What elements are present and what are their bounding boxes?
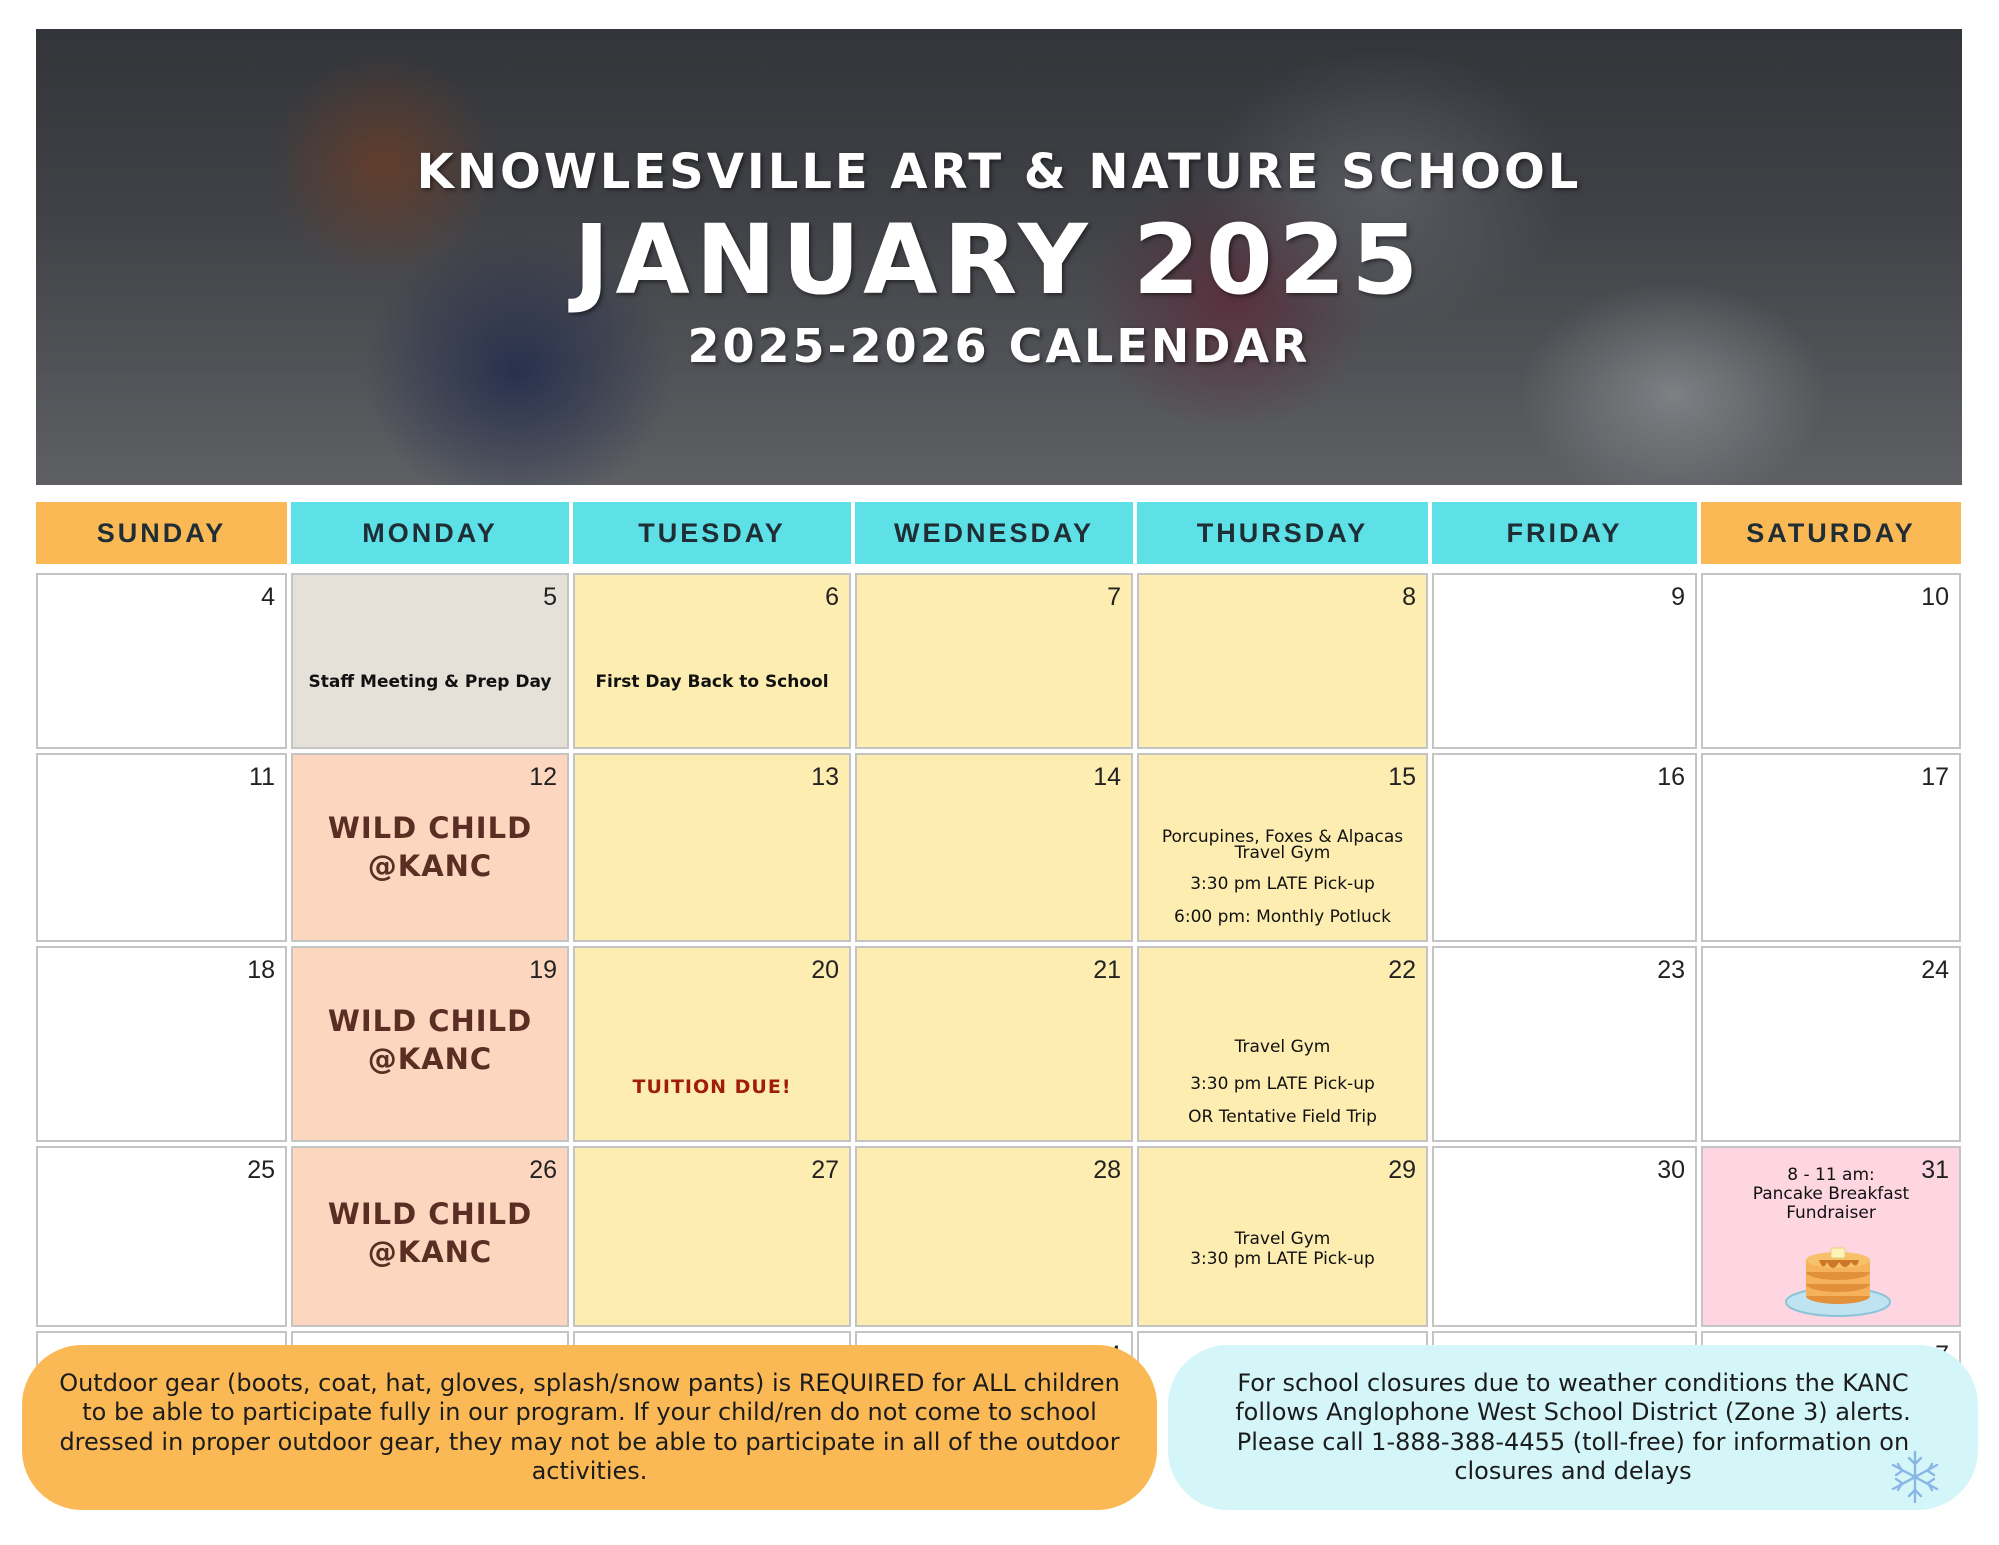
calendar-day-cell [291,753,569,942]
calendar-day-cell [1432,573,1697,749]
day-number: 8 [1402,583,1416,611]
calendar-day-cell [855,573,1133,749]
outdoor-gear-notice-text: Outdoor gear (boots, coat, hat, gloves, splash/snow pants) is REQUIRED for ALL children to be able to participate fully in our program. If your child/ren do not come to school dressed in proper outdoor gear, they may not be able to participate in all of the outdoor activities. [59,1368,1120,1485]
calendar-day-cell [1701,1146,1961,1327]
day-header-wednesday: WEDNESDAY [855,502,1133,564]
calendar-day-cell [573,573,851,749]
day-number: 5 [543,583,557,611]
calendar-day-cell [1432,753,1697,942]
day-number: 22 [1388,956,1416,984]
calendar-day-cell [291,946,569,1142]
calendar-day-cell [36,1146,287,1327]
event-note: 3:30 pm LATE Pick-up [1190,1249,1375,1269]
event-note: First Day Back to School [595,672,829,692]
school-closure-notice-text: For school closures due to weather conditions the KANC follows Anglophone West School District (Zone 3) alerts. Please call 1-888-388-4455 (toll-free) for information on closures and delays [1235,1368,1911,1485]
calendar-day-cell [1137,573,1428,749]
day-number: 18 [247,956,275,984]
day-number: 27 [811,1156,839,1184]
day-number: 10 [1921,583,1949,611]
event-note: Travel Gym [1234,1229,1331,1249]
event-note: TUITION DUE! [632,1076,792,1098]
day-number: 14 [1093,763,1121,791]
event-note: Travel Gym [1234,843,1331,863]
snowflake-icon [1888,1448,1942,1506]
day-number: 11 [249,763,275,791]
calendar-day-cell [1432,946,1697,1142]
day-number: 12 [529,763,557,791]
day-number: 31 [1921,1156,1949,1184]
calendar-day-cell [36,753,287,942]
event-note: Porcupines, Foxes & Alpacas [1161,827,1404,847]
day-header-sunday: SUNDAY [36,502,287,564]
wild-child-label: WILD CHILD [327,1004,533,1038]
calendar-day-cell [573,753,851,942]
event-note: 6:00 pm: Monthly Potluck [1174,907,1391,927]
event-note: Fundraiser [1786,1203,1876,1223]
header-banner [36,29,1962,485]
day-number: 7 [1107,583,1121,611]
event-note: OR Tentative Field Trip [1188,1107,1377,1127]
event-note: 3:30 pm LATE Pick-up [1190,874,1375,894]
event-note: Pancake Breakfast [1752,1184,1910,1204]
event-note: 8 - 11 am: [1787,1165,1875,1185]
day-number: 25 [247,1156,275,1184]
day-number: 29 [1388,1156,1416,1184]
calendar-day-cell [1137,753,1428,942]
wild-child-label: @KANC [367,1042,493,1076]
calendar-day-cell [291,1146,569,1327]
calendar-day-cell [1701,753,1961,942]
day-number: 4 [261,583,275,611]
calendar-year-title: 2025-2026 CALENDAR [687,319,1311,373]
wild-child-label: WILD CHILD [327,811,533,845]
calendar-day-cell [36,573,287,749]
wild-child-label: WILD CHILD [327,1197,533,1231]
day-number: 30 [1657,1156,1685,1184]
day-header-monday: MONDAY [291,502,569,564]
calendar-day-cell [1432,1146,1697,1327]
school-closure-notice [1168,1345,1978,1510]
month-title: JANUARY 2025 [573,204,1425,316]
day-number: 6 [825,583,839,611]
calendar-day-cell [573,946,851,1142]
calendar-day-cell [291,573,569,749]
day-header-friday: FRIDAY [1432,502,1697,564]
day-header-saturday: SATURDAY [1701,502,1961,564]
day-number: 9 [1671,583,1685,611]
calendar-day-cell [1137,946,1428,1142]
day-number: 13 [811,763,839,791]
day-number: 16 [1657,763,1685,791]
calendar-day-cell [1701,573,1961,749]
day-number: 28 [1093,1156,1121,1184]
event-note: Travel Gym [1234,1037,1331,1057]
day-number: 17 [1921,763,1949,791]
calendar-day-cell [36,946,287,1142]
day-number: 20 [811,956,839,984]
outdoor-gear-notice [22,1345,1157,1510]
calendar-day-cell [1137,1146,1428,1327]
wild-child-label: @KANC [367,1235,493,1269]
calendar-day-cell [855,1146,1133,1327]
event-note: Staff Meeting & Prep Day [308,672,552,692]
pancake-stack-icon [1783,1238,1893,1318]
calendar-day-cell [573,1146,851,1327]
day-header-tuesday: TUESDAY [573,502,851,564]
calendar-day-cell [1701,946,1961,1142]
school-name: KNOWLESVILLE ART & NATURE SCHOOL [416,144,1582,200]
day-number: 23 [1657,956,1685,984]
calendar-day-cell [855,753,1133,942]
day-number: 19 [529,956,557,984]
wild-child-label: @KANC [367,849,493,883]
calendar-day-cell [855,946,1133,1142]
day-number: 26 [529,1156,557,1184]
day-number: 24 [1921,956,1949,984]
day-number: 15 [1388,763,1416,791]
event-note: 3:30 pm LATE Pick-up [1190,1074,1375,1094]
day-header-thursday: THURSDAY [1137,502,1428,564]
day-number: 21 [1093,956,1121,984]
